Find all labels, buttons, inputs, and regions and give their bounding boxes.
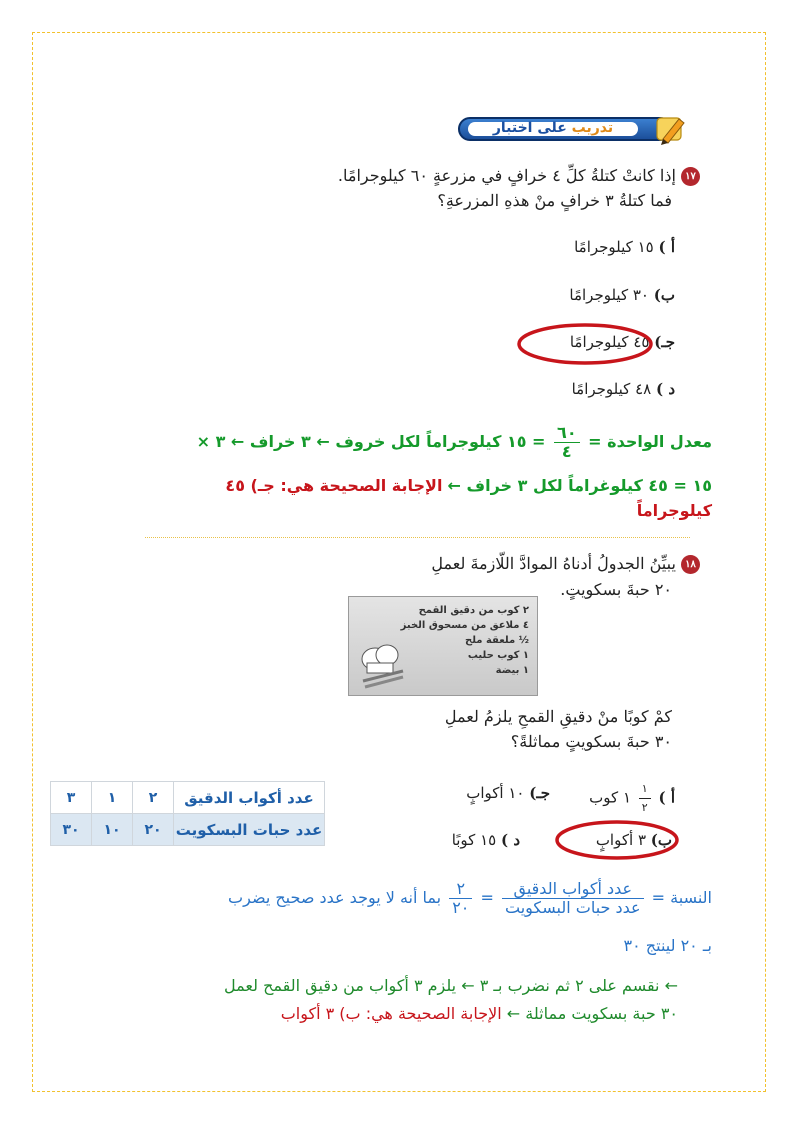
section-divider <box>145 537 690 538</box>
q17-option-d[interactable]: د ) ٤٨ كيلوجرامًا <box>571 380 675 398</box>
q18-option-d[interactable]: د ) ١٥ كوبًا <box>451 831 520 849</box>
q17-fraction: $\frac{٦٠}{٤}$ <box>554 424 580 461</box>
q17-line1: ١٧ إذا كانتْ كتلةُ كلِّ ٤ خرافٍ في مزرعةٍ ٦٠ كيلوجرامًا. <box>140 163 700 189</box>
q18-solution-line4: ٣٠ حبة بسكويت مماثلة ← الإجابة الصحيحة هي: ب) ٣ أكواب <box>280 1004 678 1023</box>
table-row <box>51 814 325 846</box>
q18-solution-line1: النسبة = $\frac{\text{عدد أكواب الدقيق}}{\text{عدد حبات البسكويت}}$ = $\frac{٢}{٢٠}$ بما أنه لا يوجد عدد صحيح يضرب <box>228 879 712 917</box>
q18-option-a-fraction: $\frac{١}{٢}$ <box>639 780 651 817</box>
q17-solution-line1: معدل الواحدة = $\frac{٦٠}{٤}$ = ١٥ كيلوجراماً لكل خروف ← ٣ خراف ← ٣ × <box>196 423 712 461</box>
answer-circle-q18 <box>554 818 680 862</box>
table-cell: ٣٠ <box>51 814 92 846</box>
table-cell: ١٠ <box>92 814 133 846</box>
table-cell: ٢٠ <box>133 814 174 846</box>
table-header: عدد أكواب الدقيق <box>174 782 325 814</box>
badge-label-2: على اختبار <box>492 120 567 136</box>
table-header: عدد حبات البسكويت <box>174 814 325 846</box>
q18-line2: ٢٠ حبةَ بسكويتٍ. <box>560 580 672 599</box>
q17-solution-line2: ١٥ = ٤٥ كيلوغراماً لكل ٣ خراف ← الإجابة الصحيحة هي: جـ) ٤٥ <box>225 476 712 495</box>
recipe-item: ١ بيضة <box>495 665 529 676</box>
q18-option-a[interactable]: أ ) $\frac{١}{٢}$ ١ كوب <box>589 780 675 817</box>
table-cell: ٢ <box>133 782 174 814</box>
q18-option-b[interactable]: ب) ٣ أكوابٍ <box>595 831 672 849</box>
recipe-item: ١ كوب حليب <box>467 650 529 661</box>
practice-badge <box>458 113 690 143</box>
q17-option-c[interactable]: جـ) ٤٥ كيلوجرامًا <box>569 333 675 351</box>
recipe-card <box>348 596 538 696</box>
recipe-item: ½ ملعقة ملح <box>465 635 529 646</box>
q18-line1: ١٨ يبيِّنُ الجدولُ أدناهُ الموادَّ اللّازمةَ لعملِ <box>140 551 700 577</box>
q17-option-a[interactable]: أ ) ١٥ كيلوجرامًا <box>574 238 675 256</box>
table-row <box>51 782 325 814</box>
pencil-icon <box>654 113 688 145</box>
table-cell: ٣ <box>51 782 92 814</box>
recipe-item: ٢ كوب من دقيق القمح <box>418 605 529 616</box>
q17-solution-line3: كيلوجراماً <box>636 501 712 520</box>
q18-ratio-fraction-numbers: $\frac{٢}{٢٠}$ <box>449 880 472 917</box>
q18-solution-line2: بـ ٢٠ لينتج ٣٠ <box>623 936 712 955</box>
answer-circle-q17 <box>516 322 654 366</box>
badge-pill <box>458 117 672 141</box>
q18-number: ١٨ <box>681 555 700 574</box>
recipe-item: ٤ ملاعق من مسحوق الخبز <box>400 620 529 631</box>
ratio-table <box>50 781 325 846</box>
q17-option-b[interactable]: ب) ٣٠ كيلوجرامًا <box>569 286 675 304</box>
q18-line4: ٣٠ حبةَ بسكويتٍ مماثلةً؟ <box>510 732 672 751</box>
q17-number: ١٧ <box>681 167 700 186</box>
q18-option-c[interactable]: جـ) ١٠ أكوابٍ <box>466 784 550 802</box>
q18-ratio-fraction-words: $\frac{\text{عدد أكواب الدقيق}}{\text{عدد حبات البسكويت}}$ <box>502 880 644 917</box>
q18-solution-line3: ← نقسم على ٢ ثم نضرب بـ ٣ ← يلزم ٣ أكواب من دقيق القمح لعمل <box>224 976 678 995</box>
q17-line2: فما كتلةُ ٣ خرافٍ منْ هذهِ المزرعةِ؟ <box>437 191 672 210</box>
badge-label-1: تدريب <box>571 120 614 136</box>
table-cell: ١ <box>92 782 133 814</box>
chef-hat-icon <box>359 641 405 689</box>
q18-line3: كمْ كوبًا منْ دقيقِ القمحِ يلزمُ لعملِ <box>444 707 672 726</box>
